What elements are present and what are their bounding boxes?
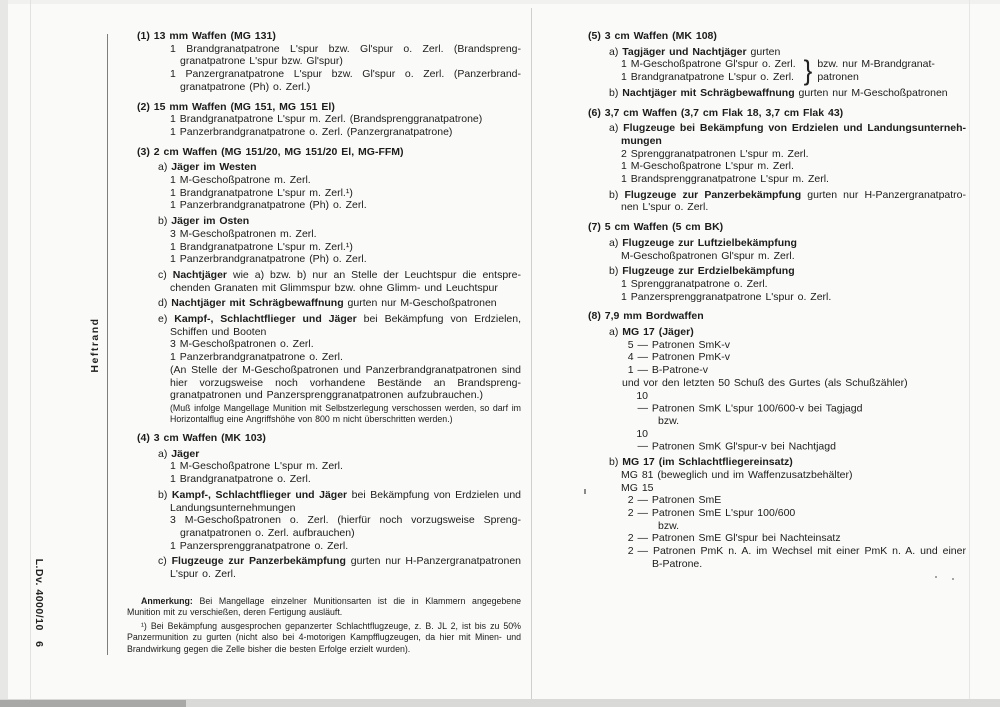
lettered-item xyxy=(137,448,521,461)
lettered-item xyxy=(137,161,521,174)
section-title: 3 cm Waffen (MK 108) xyxy=(604,30,717,42)
item-lead: Flugzeuge zur Erdzielbekämpfung xyxy=(622,265,795,278)
item-lead: MG 17 (im Schlachtfliegereinsatz) xyxy=(622,456,793,469)
entry-text: Sprenggranatpatronen L'spur m. Zerl. xyxy=(630,147,809,160)
section-title: 2 cm Waffen (MG 151/20, MG 151/20 El, MG-FFM) xyxy=(153,145,404,158)
item-letter: b) xyxy=(609,456,619,469)
text-line: (Muß infolge Mangellage Munition mit Selbstzerlegung verschossen werden, so darf im Horizontalflug eine Angriffshöhe von 800 m nicht überschritten werden.) xyxy=(170,402,521,424)
ammo-entry xyxy=(137,460,521,473)
item-lead: Flugzeuge zur Panzerbekämpfung xyxy=(171,555,346,568)
entry-text: Patronen SmK-v xyxy=(651,338,730,351)
text-line: MG 81 (beweglich und im Waffenzusatzbehälter) xyxy=(621,468,853,481)
lettered-item xyxy=(588,456,966,469)
remark-note xyxy=(127,596,521,619)
entry-text: Panzerbrandgranatpatrone o. Zerl. xyxy=(179,351,343,364)
entry-count: 1 xyxy=(170,186,176,199)
entry-text: Patronen PmK-v xyxy=(651,351,730,364)
brace-group xyxy=(588,53,966,86)
text-line: bzw. xyxy=(658,414,680,427)
item-lead: MG 17 (Jäger) xyxy=(622,326,694,339)
ammo-entry xyxy=(137,514,521,539)
entry-count: 1 xyxy=(621,173,627,186)
entry-count: 1 xyxy=(621,277,627,290)
page-fold-line-center xyxy=(531,8,532,700)
entry-text: Patronen SmE xyxy=(651,494,722,507)
entry-count: 1 xyxy=(621,160,627,173)
plain-line xyxy=(588,469,966,482)
section-number: (5) xyxy=(588,30,601,42)
item-letter: b) xyxy=(158,488,168,501)
ammo-entry xyxy=(621,71,796,84)
entry-text: M-Geschoßpatronen o. Zerl. (hierfür noch vorzugsweise Sprenggranatpatronen o. Zerl. aufbrauchen) xyxy=(180,514,521,539)
lettered-item xyxy=(137,269,521,294)
item-letter: d) xyxy=(158,297,168,310)
ammo-entry xyxy=(137,228,521,241)
ammo-entry xyxy=(588,494,966,507)
entry-text: Patronen PmK n. A. im Wechsel mit einer PmK n. A. und einer B-Patrone. xyxy=(652,545,966,570)
section-number: (3) xyxy=(137,145,150,158)
entry-count: 1 xyxy=(170,125,176,138)
section-number: (4) xyxy=(137,431,150,444)
entry-text: Patronen SmE Gl'spur bei Nachteinsatz xyxy=(651,532,841,545)
plain-line xyxy=(588,377,966,390)
item-letter: a) xyxy=(609,122,619,135)
text-line: M-Geschoßpatronen Gl'spur m. Zerl. xyxy=(621,249,795,262)
brace-right-line xyxy=(817,71,935,84)
entry-line: 1 Brandgranatpatrone L'spur o. Zerl. xyxy=(621,71,794,84)
entry-count: 5 — xyxy=(627,338,648,351)
item-rest: bei Bekämpfung von Erdzielen, Schiffen und Booten xyxy=(170,313,521,338)
ammo-entry xyxy=(137,68,521,93)
section-title: 5 cm Waffen (5 cm BK) xyxy=(604,221,724,234)
section-title: 15 mm Waffen (MG 151, MG 151 El) xyxy=(153,100,335,113)
item-lead: Nachtjäger mit Schrägbewaffnung xyxy=(622,86,795,99)
ammo-entry xyxy=(137,540,521,553)
item-rest: bei Bekämpfung von Erdzielen und Landungsunternehmungen xyxy=(170,488,522,514)
brace-right-text xyxy=(817,58,935,83)
entry-text: M-Geschoßpatrone m. Zerl. xyxy=(179,174,311,187)
item-rest: gurten xyxy=(750,45,781,58)
section-header xyxy=(137,30,521,43)
entry-count: 1 xyxy=(170,473,176,486)
note-paragraph xyxy=(137,364,521,402)
item-lead: Jäger im Osten xyxy=(171,215,250,228)
item-lead: Flugzeuge bei Bekämpfung von Erdzielen und Landungsunternehmungen xyxy=(621,122,966,147)
item-lead: Kampf-, Schlachtflieger und Jäger xyxy=(174,313,357,326)
section-title: 13 mm Waffen (MG 131) xyxy=(153,30,276,42)
lettered-item xyxy=(588,122,966,147)
scan-speck xyxy=(952,578,954,580)
entry-count: 1 — xyxy=(627,364,648,377)
scan-edge-top xyxy=(0,0,1000,4)
entry-text: M-Geschoßpatrone L'spur m. Zerl. xyxy=(630,160,794,173)
item-letter: a) xyxy=(609,326,619,339)
ammo-entry xyxy=(137,351,521,364)
section-header xyxy=(137,101,521,114)
ammo-entry xyxy=(588,278,966,291)
entry-count: 10 — xyxy=(636,389,648,415)
item-letter: c) xyxy=(158,268,167,281)
ammo-entry xyxy=(137,43,521,68)
section-number: (1) xyxy=(137,30,150,42)
plain-line xyxy=(588,482,966,495)
entry-text: Panzerbrandgranatpatrone (Ph) o. Zerl. xyxy=(179,199,367,212)
item-rest: gurten nur M-Geschoßpatronen xyxy=(798,86,948,99)
lettered-item xyxy=(588,326,966,339)
lettered-item xyxy=(137,215,521,228)
ammo-entry xyxy=(588,364,966,377)
item-rest: gurten nur H-Panzergranatpatronen L'spur o. Zerl. xyxy=(621,188,967,214)
doc-number-label: L.Dv. 4000/10 6 xyxy=(33,558,45,648)
ammo-entry xyxy=(137,126,521,139)
entry-count: 1 xyxy=(170,240,176,253)
text-line: patronen xyxy=(817,71,859,84)
page-fold-line-right xyxy=(969,0,970,707)
ammo-entry xyxy=(588,532,966,545)
footnote xyxy=(127,621,521,656)
item-letter: b) xyxy=(609,86,619,99)
item-letter: b) xyxy=(158,215,168,228)
entry-count: 3 xyxy=(170,338,176,351)
ammo-entry xyxy=(137,241,521,254)
ammo-entry xyxy=(137,199,521,212)
item-lead: Flugzeuge zur Luftzielbekämpfung xyxy=(622,236,797,249)
item-lead: Nachtjäger mit Schrägbewaffnung xyxy=(171,297,344,310)
entry-text: M-Geschoßpatronen m. Zerl. xyxy=(179,227,317,240)
note-lead: Anmerkung: xyxy=(141,595,193,606)
entry-count: 2 — xyxy=(627,494,648,507)
item-lead: Jäger xyxy=(171,447,200,460)
ammo-entry xyxy=(137,174,521,187)
scan-edge-left xyxy=(0,0,8,707)
brace-icon: } xyxy=(803,53,813,86)
lettered-item xyxy=(588,265,966,278)
entry-text: M-Geschoßpatrone L'spur m. Zerl. xyxy=(179,460,343,473)
entry-text: Patronen SmK Gl'spur-v bei Nachtjagd xyxy=(651,440,836,453)
small-note xyxy=(137,403,521,425)
right-column xyxy=(588,30,966,570)
entry-text: Patronen SmE L'spur 100/600 xyxy=(651,506,796,519)
section-title: 7,9 mm Bordwaffen xyxy=(604,310,704,323)
item-rest: wie a) bzw. b) nur an Stelle der Leuchtspur die entsprechenden Granaten mit Glimmspur bzw. ohne Glimm- und Leuchtspur xyxy=(170,268,521,294)
entry-count: 2 xyxy=(621,147,627,160)
ammo-entry xyxy=(588,507,966,520)
section-header xyxy=(588,107,966,120)
entry-count: 2 — xyxy=(627,545,648,558)
item-lead: Nachtjäger xyxy=(172,268,228,281)
entry-count: 1 xyxy=(170,199,176,212)
entry-line: 1 M-Geschoßpatrone Gl'spur o. Zerl. xyxy=(621,58,796,71)
entry-count: 2 — xyxy=(627,506,648,519)
ammo-entry xyxy=(137,473,521,486)
note-text: Bei Mangellage einzelner Munitionsarten ist die in Klammern angegebene Munition mit zu verschießen, deren Fertigung ausläuft. xyxy=(127,595,521,618)
item-lead: Jäger im Westen xyxy=(171,161,257,174)
text-line: bzw. xyxy=(658,519,680,532)
entry-text: Panzersprenggranatpatrone L'spur o. Zerl. xyxy=(630,290,832,303)
section-header xyxy=(588,221,966,234)
section-number: (8) xyxy=(588,310,601,323)
entry-count: 4 — xyxy=(627,351,648,364)
bzw-line xyxy=(588,520,966,533)
ammo-entry xyxy=(588,428,966,453)
entry-count: 10 — xyxy=(636,427,648,453)
ammo-entry xyxy=(621,58,796,71)
lettered-item xyxy=(588,237,966,250)
entry-text: M-Geschoßpatronen o. Zerl. xyxy=(179,338,314,351)
ammo-entry xyxy=(588,291,966,304)
scan-speck xyxy=(935,576,937,578)
entry-text: Brandsprenggranatpatrone L'spur m. Zerl. xyxy=(630,173,829,186)
section-header xyxy=(137,432,521,445)
plain-line xyxy=(588,250,966,263)
lettered-item xyxy=(588,46,966,59)
ammo-entry xyxy=(588,351,966,364)
margin-label-heftrand: Heftrand xyxy=(89,317,101,373)
entry-count: 1 xyxy=(170,253,176,266)
section-title: 3 cm Waffen (MK 103) xyxy=(153,431,266,444)
item-letter: a) xyxy=(609,236,619,249)
ammo-entry xyxy=(588,545,966,570)
entry-count: 1 xyxy=(170,42,176,55)
entry-text: Brandgranatpatrone o. Zerl. xyxy=(179,473,311,486)
lettered-item xyxy=(137,297,521,310)
item-rest: gurten nur H-Panzergranatpatronen L'spur o. Zerl. xyxy=(170,555,522,581)
ammo-entry xyxy=(588,339,966,352)
entry-count: 3 xyxy=(170,514,176,527)
brace-right-line xyxy=(817,58,935,71)
item-letter: a) xyxy=(609,45,619,58)
entry-count: 1 xyxy=(170,539,176,552)
note-lead: ¹) xyxy=(141,620,147,631)
entry-count: 1 xyxy=(170,68,176,81)
entry-count: 2 — xyxy=(627,532,648,545)
item-lead: Flugzeuge zur Panzerbekämpfung xyxy=(624,188,802,201)
entry-count: 1 xyxy=(170,113,176,126)
entry-text: Panzerbrandgranatpatrone o. Zerl. (Panzergranatpatrone) xyxy=(179,125,453,138)
left-column xyxy=(127,30,522,655)
section-header xyxy=(137,146,521,159)
text-line: und vor den letzten 50 Schuß des Gurtes (als Schußzähler) xyxy=(622,376,908,389)
entry-count: 1 xyxy=(170,460,176,473)
ammo-entry xyxy=(588,160,966,173)
text-line: bzw. nur M-Brandgranat- xyxy=(817,58,935,71)
section-title: 3,7 cm Waffen (3,7 cm Flak 18, 3,7 cm Flak 43) xyxy=(604,106,844,119)
lettered-item xyxy=(137,489,521,514)
entry-text: Panzersprenggranatpatrone o. Zerl. xyxy=(179,539,349,552)
section-number: (6) xyxy=(588,106,601,119)
entry-text: Sprenggranatpatrone o. Zerl. xyxy=(630,277,768,290)
item-lead: Kampf-, Schlachtflieger und Jäger xyxy=(171,488,348,501)
item-letter: a) xyxy=(158,447,168,460)
bzw-line xyxy=(588,415,966,428)
entry-text: B-Patrone-v xyxy=(651,364,708,377)
note-text: Bei Bekämpfung ausgesprochen gepanzerter Schlachtflugzeuge, z. B. JL 2, ist bis zu 50% Panzermunition zu gurten (nicht also bei 4-motorigen Kampfflugzeugen, da hier mit Minen- und Brandwirkung gegen die Zelle bisher die besten Erfolge erzielt wurden). xyxy=(127,620,521,654)
ammo-entry xyxy=(588,173,966,186)
scan-edge-bottom-dark xyxy=(0,700,186,707)
entry-text: Panzerbrandgranatpatrone (Ph) o. Zerl. xyxy=(179,253,367,266)
heftrand-rule xyxy=(107,34,108,655)
ammo-entry xyxy=(137,113,521,126)
entry-text: Panzergranatpatrone L'spur bzw. Gl'spur o. Zerl. (Panzerbrandgranatpatrone (Ph) o. Zerl.) xyxy=(180,68,522,93)
section-header xyxy=(588,30,966,43)
entry-text: Brandgranatpatrone L'spur bzw. Gl'spur o. Zerl. (Brandsprenggranatpatrone L'spur bzw. Gl'spur) xyxy=(180,42,522,68)
item-rest: gurten nur M-Geschoßpatronen xyxy=(347,297,497,310)
entry-text: Brandgranatpatrone L'spur m. Zerl.¹) xyxy=(179,240,353,253)
ammo-entry xyxy=(137,253,521,266)
ammo-entry xyxy=(137,338,521,351)
ammo-entry xyxy=(588,390,966,415)
item-letter: c) xyxy=(158,555,167,568)
entry-count: 1 xyxy=(170,174,176,187)
section-header xyxy=(588,310,966,323)
text-line: (An Stelle der M-Geschoßpatronen und Panzerbrandgranatpatronen sind hier vorzugsweise noch vorhandene Bestände an Brandsprenggranatpatronen und Panzersprenggranatpatronen aufzubrauchen.) xyxy=(170,363,521,402)
brace-left-lines xyxy=(621,58,796,83)
ammo-entry xyxy=(137,187,521,200)
lettered-item xyxy=(137,555,521,580)
section-number: (7) xyxy=(588,221,601,234)
entry-count: 1 xyxy=(170,351,176,364)
scan-speck xyxy=(584,489,586,494)
item-letter: b) xyxy=(609,265,619,278)
entry-text: Brandgranatpatrone L'spur m. Zerl.¹) xyxy=(179,186,353,199)
entry-text: Brandgranatpatrone L'spur m. Zerl. (Brandsprenggranatpatrone) xyxy=(179,113,483,126)
page-fold-line-left xyxy=(30,0,31,707)
item-letter: b) xyxy=(609,188,619,201)
lettered-item xyxy=(588,189,966,214)
item-letter: a) xyxy=(158,161,168,174)
entry-count: 1 xyxy=(621,290,627,303)
item-lead: Tagjäger und Nachtjäger xyxy=(622,45,747,58)
entry-count: 3 xyxy=(170,227,176,240)
text-line: MG 15 xyxy=(621,481,654,494)
lettered-item xyxy=(137,313,521,338)
section-number: (2) xyxy=(137,100,150,113)
lettered-item xyxy=(588,87,966,100)
item-letter: e) xyxy=(158,313,168,326)
ammo-entry xyxy=(588,148,966,161)
entry-text: Patronen SmK L'spur 100/600-v bei Tagjagd xyxy=(651,402,863,415)
